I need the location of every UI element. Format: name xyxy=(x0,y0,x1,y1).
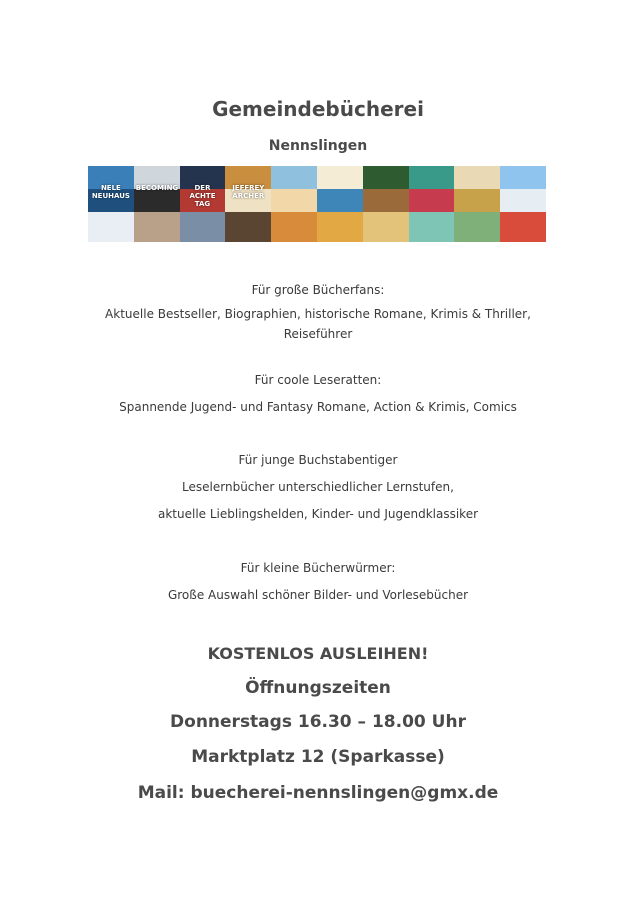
book-cover-color-band xyxy=(271,212,317,242)
opening-hours-label: Öffnungszeiten xyxy=(245,678,391,698)
book-cover-color-band xyxy=(500,166,546,189)
book-cover-3 xyxy=(180,166,226,242)
book-cover-title: BECOMING xyxy=(135,184,179,192)
section-heading-leseratten: Für coole Leseratten: xyxy=(254,373,382,387)
library-location: Nennslingen xyxy=(268,138,368,154)
book-cover-color-band xyxy=(500,212,546,242)
book-cover-color-band xyxy=(409,166,455,189)
section-text-bookfans-line1: Aktuelle Bestseller, Biographien, historische Romane, Krimis & Thriller, xyxy=(105,307,531,321)
book-cover-color-band xyxy=(454,212,500,242)
book-cover-color-band xyxy=(317,166,363,189)
section-heading-buecherwuermer: Für kleine Bücherwürmer: xyxy=(240,561,396,575)
section-heading-bookfans: Für große Bücherfans: xyxy=(251,283,385,297)
opening-hours: Donnerstags 16.30 – 18.00 Uhr xyxy=(170,712,466,732)
section-text-buchstabentiger-line1: Leselernbücher unterschiedlicher Lernstufen, xyxy=(182,480,454,494)
book-cover-9 xyxy=(454,166,500,242)
book-cover-color-band xyxy=(134,212,180,242)
book-cover-title: NELE NEUHAUS xyxy=(91,184,130,200)
book-covers-banner xyxy=(88,166,546,242)
free-borrowing-banner: KOSTENLOS AUSLEIHEN! xyxy=(207,644,429,663)
book-cover-6 xyxy=(317,166,363,242)
book-cover-1 xyxy=(88,166,134,242)
book-cover-color-band xyxy=(317,212,363,242)
section-text-buchstabentiger-line2: aktuelle Lieblingshelden, Kinder- und Jugendklassiker xyxy=(157,507,479,521)
book-cover-color-band xyxy=(409,212,455,242)
section-text-bookfans-line2: Reiseführer xyxy=(283,327,353,341)
book-cover-7 xyxy=(363,166,409,242)
section-heading-buchstabentiger: Für junge Buchstabentiger xyxy=(238,453,398,467)
book-cover-color-band xyxy=(134,189,180,212)
book-cover-title: DER ACHTE TAG xyxy=(189,184,216,208)
book-cover-5 xyxy=(271,166,317,242)
book-cover-color-band xyxy=(363,189,409,212)
book-cover-color-band xyxy=(500,189,546,212)
book-cover-4 xyxy=(225,166,271,242)
library-title: Gemeindebücherei xyxy=(212,97,424,121)
book-cover-color-band xyxy=(409,189,455,212)
section-text-buecherwuermer: Große Auswahl schöner Bilder- und Vorlesebücher xyxy=(167,588,469,602)
book-cover-color-band xyxy=(88,212,134,242)
book-cover-color-band xyxy=(271,166,317,189)
book-cover-10 xyxy=(500,166,546,242)
book-cover-color-band xyxy=(271,189,317,212)
book-cover-color-band xyxy=(363,166,409,189)
section-text-leseratten: Spannende Jugend- und Fantasy Romane, Action & Krimis, Comics xyxy=(119,400,517,414)
email: Mail: buecherei-nennslingen@gmx.de xyxy=(137,783,499,803)
book-cover-color-band xyxy=(180,212,226,242)
book-cover-color-band xyxy=(225,212,271,242)
book-cover-color-band xyxy=(454,166,500,189)
address: Marktplatz 12 (Sparkasse) xyxy=(191,747,445,767)
book-cover-color-band xyxy=(317,189,363,212)
book-cover-color-band xyxy=(363,212,409,242)
book-cover-color-band xyxy=(454,189,500,212)
book-cover-title: JEFFREY ARCHER xyxy=(232,184,265,200)
book-cover-8 xyxy=(409,166,455,242)
book-cover-2 xyxy=(134,166,180,242)
